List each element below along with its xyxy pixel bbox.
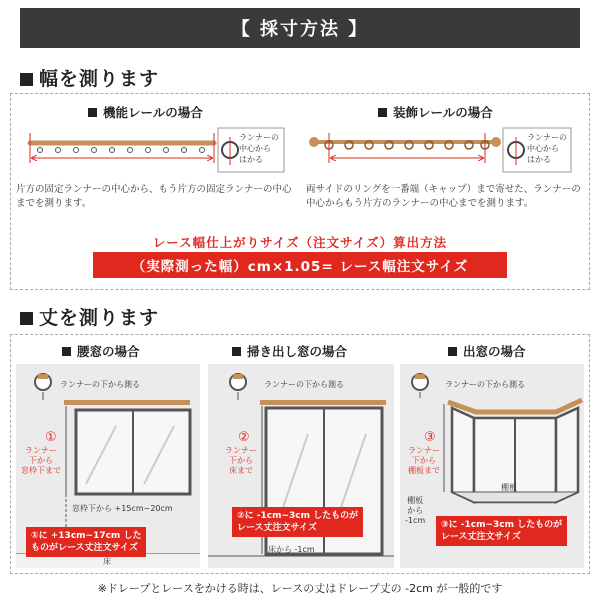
finial-left <box>309 137 319 147</box>
page-header: 【 採寸方法 】 <box>20 8 580 48</box>
square-bullet-icon <box>20 73 33 86</box>
rail <box>260 400 386 405</box>
decorative-rail-title: 装飾レールの場合 <box>378 103 493 121</box>
floor-window-title: 掃き出し窓の場合 <box>232 342 347 360</box>
length-section-title: 丈を測ります <box>20 303 159 330</box>
floor-extra: 床から -1cm <box>268 545 315 554</box>
floor-label: 床 <box>103 557 111 566</box>
waist-runner-note: ランナーの下から測る <box>60 380 140 389</box>
square-bullet-icon <box>20 312 33 325</box>
square-bullet-icon <box>232 347 241 356</box>
width-section-title <box>20 64 159 91</box>
floor-vlabel: ランナー 下から 床まで <box>225 446 257 475</box>
floor-callout: ②に -1cm~3cm したものが レース丈注文サイズ <box>232 507 363 537</box>
square-bullet-icon <box>88 108 97 117</box>
floor-runner-note: ランナーの下から測る <box>264 380 344 389</box>
formula-bar: （実際測った幅）cm×1.05= レース幅注文サイズ <box>93 252 507 278</box>
runner-hooks <box>38 148 205 153</box>
rail <box>64 400 190 405</box>
waist-callout: ①に +13cm~17cm した ものがレース丈注文サイズ <box>26 527 146 557</box>
functional-rail-title: 機能レールの場合 <box>88 103 203 121</box>
waist-vlabel: ランナー 下から 窓枠下まで <box>21 446 61 475</box>
functional-bubble: ランナーの 中心から はかる <box>239 133 279 164</box>
square-bullet-icon <box>62 347 71 356</box>
bay-num: ③ <box>424 430 436 445</box>
width-title-text: 幅を測ります <box>39 68 160 90</box>
square-bullet-icon <box>378 108 387 117</box>
waist-num: ① <box>45 430 57 445</box>
waist-window-title: 腰窓の場合 <box>62 342 140 360</box>
bay-vlabel: ランナー 下から 棚板まで <box>408 446 440 475</box>
finial-right <box>491 137 501 147</box>
floor-num: ② <box>238 430 250 445</box>
square-bullet-icon <box>448 347 457 356</box>
formula-heading: レース幅仕上がりサイズ（注文サイズ）算出方法 <box>152 235 448 250</box>
waist-extra: 窓枠下から +15cm~20cm <box>72 504 173 513</box>
footer-note: ※ドレープとレースをかける時は、レースの丈はドレープ丈の -2cm が一般的です <box>97 582 503 595</box>
bay-runner-note: ランナーの下から測る <box>445 380 525 389</box>
bay-callout: ③に -1cm~3cm したものが レース丈注文サイズ <box>436 516 567 546</box>
functional-desc: 片方の固定ランナーの中心から、もう片方の固定ランナーの中心までを測ります。 <box>16 184 292 209</box>
rail <box>448 400 582 412</box>
decorative-bubble: ランナーの 中心から はかる <box>527 133 567 164</box>
decorative-desc: 両サイドのリングを一番端（キャップ）まで寄せた、ランナーの中心からもう片方のランナーの中心までを測ります。 <box>306 184 581 209</box>
bay-window-title: 出窓の場合 <box>448 342 526 360</box>
shelf-label: 棚板 <box>501 483 517 492</box>
bay-shelf-side: 棚板 から -1cm <box>405 496 426 525</box>
